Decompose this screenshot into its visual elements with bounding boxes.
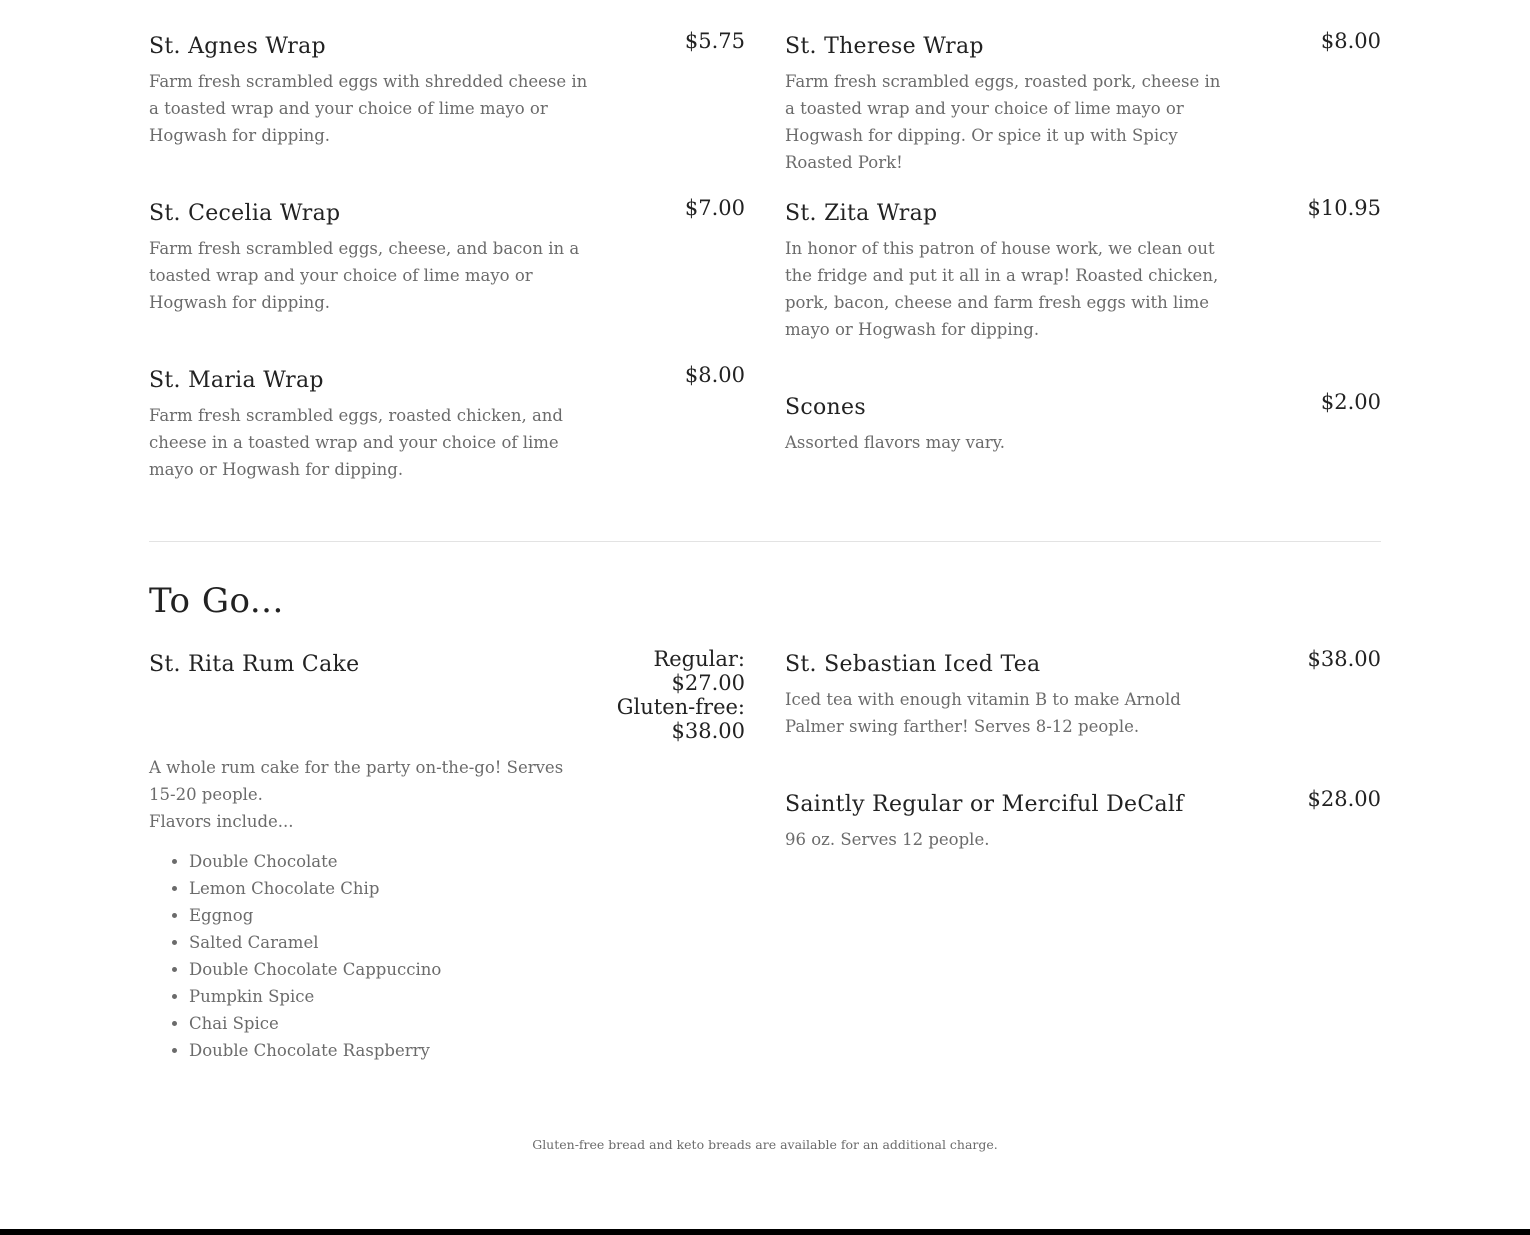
item-name: St. Maria Wrap [149,368,324,393]
item-name: Saintly Regular or Merciful DeCalf [785,792,1184,817]
item-description: Farm fresh scrambled eggs with shredded cheese in a toasted wrap and your choice of lime mayo or Hogwash for dipping. [149,72,588,145]
price-label-gluten-free: Gluten-free: [616,695,745,719]
item-name: St. Rita Rum Cake [149,652,360,677]
item-price: $28.00 [1307,787,1381,811]
list-item: • Eggnog [189,902,441,929]
item-description: Farm fresh scrambled eggs, cheese, and bacon in a toasted wrap and your choice of lime mayo or Hogwash for dipping. [149,239,580,312]
item-description: Farm fresh scrambled eggs, roasted pork, cheese in a toasted wrap and your choice of lime mayo or Hogwash for dipping. Or spice it up with Spicy Roasted Pork! [785,72,1221,172]
item-description: Assorted flavors may vary. [785,433,1006,452]
item-name: St. Therese Wrap [785,34,984,59]
item-description: Iced tea with enough vitamin B to make Arnold Palmer swing farther! Serves 8-12 people. [785,690,1181,736]
cut-off-section-heading [149,0,160,10]
item-description: Farm fresh scrambled eggs, roasted chicken, and cheese in a toasted wrap and your choice of lime mayo or Hogwash for dipping. [149,406,563,479]
list-item: • Pumpkin Spice [189,983,441,1010]
list-item: • Double Chocolate Raspberry [189,1037,441,1064]
section-divider [149,541,1381,542]
flavor-list [149,848,441,1064]
item-description: 96 oz. Serves 12 people. [785,830,990,849]
list-item: • Double Chocolate Cappuccino [189,956,441,983]
item-price: $10.95 [1307,196,1381,220]
item-name: St. Cecelia Wrap [149,201,341,226]
flavors-intro: Flavors include... [149,812,294,831]
item-price: $8.00 [684,363,745,387]
item-name: Scones [785,395,866,420]
item-price: $5.75 [684,29,745,53]
item-description [149,754,589,835]
list-item: • Double Chocolate [189,848,441,875]
footer-bar [0,1229,1530,1235]
price-options [617,647,745,743]
item-name: St. Sebastian Iced Tea [785,652,1041,677]
item-description: In honor of this patron of house work, we clean out the fridge and put it all in a wrap! Roasted chicken, pork, bacon, cheese and farm fresh eggs with lime mayo or Hogwash for dipping. [785,239,1219,339]
item-price: $2.00 [1320,390,1381,414]
list-item: • Chai Spice [189,1010,441,1037]
price-label-regular: Regular: [653,647,745,671]
footnote: Gluten-free bread and keto breads are available for an additional charge. [532,1137,998,1152]
price-regular: $27.00 [671,671,745,695]
item-price: $38.00 [1307,647,1381,671]
to-go-section-title: To Go... [149,581,284,621]
item-name: St. Zita Wrap [785,201,938,226]
list-item: • Lemon Chocolate Chip [189,875,441,902]
list-item: • Salted Caramel [189,929,441,956]
item-price: $8.00 [1320,29,1381,53]
price-gluten-free: $38.00 [671,719,745,743]
item-name: St. Agnes Wrap [149,34,326,59]
rum-cake-description: A whole rum cake for the party on-the-go! Serves 15-20 people. [149,758,564,804]
item-price: $7.00 [684,196,745,220]
